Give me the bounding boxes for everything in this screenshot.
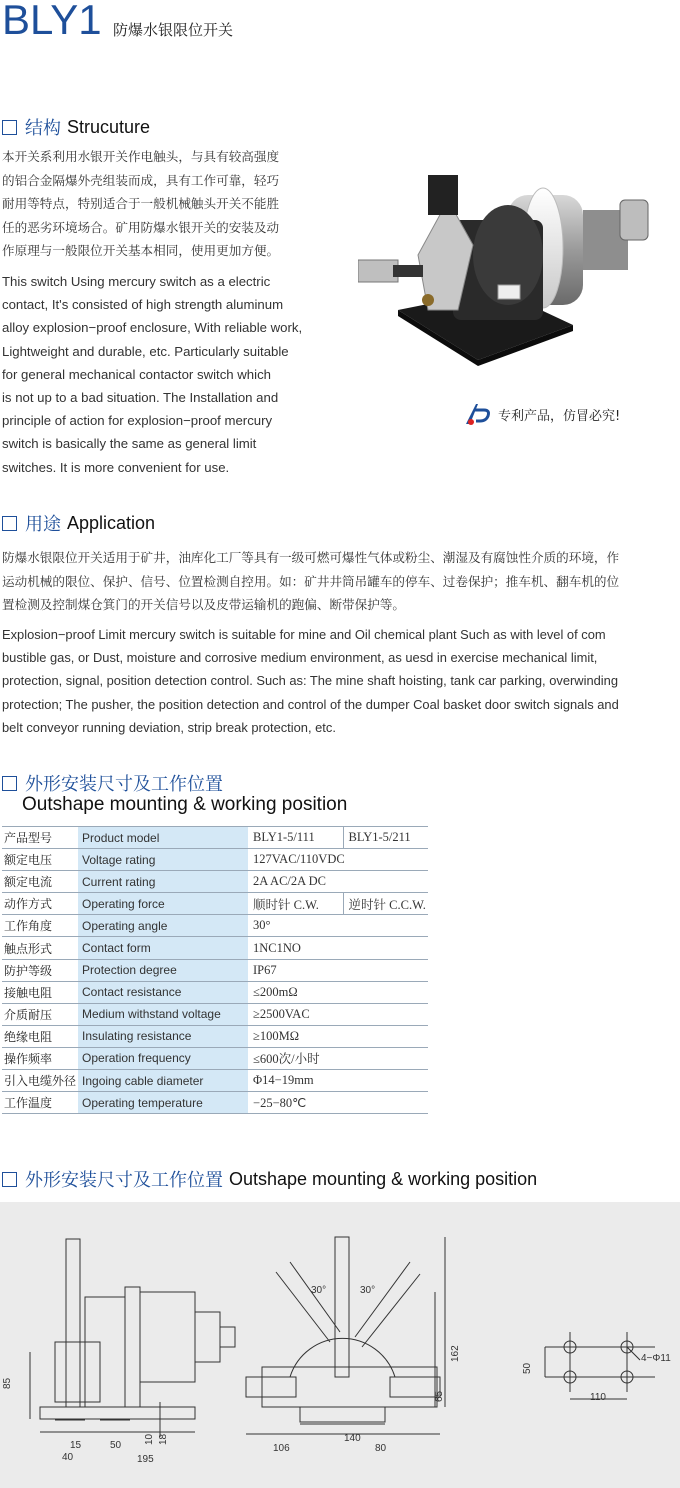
spec-label-en: Insulating resistance — [78, 1025, 248, 1047]
dimension-drawing — [0, 1202, 680, 1488]
specs-heading-cn: 外形安装尺寸及工作位置 — [25, 774, 223, 795]
spec-row — [2, 1047, 428, 1069]
structure-heading-en: Strucuture — [67, 116, 151, 137]
spec-label-cn: 操作频率 — [2, 1047, 78, 1069]
spec-label-en: Operating temperature — [78, 1092, 248, 1114]
text-line: 防爆水银限位开关适用于矿井，油库化工厂等具有一级可燃可爆性气体或粉尘、潮湿及有腐蚀性介质的环境，作 — [2, 550, 620, 565]
text-line: switches. It is more convenient for use. — [2, 459, 230, 475]
spec-value: 30° — [248, 915, 428, 937]
spec-value: 顺时针 C.W. — [248, 893, 343, 915]
spec-row — [2, 827, 428, 849]
angle-30-left: 30° — [311, 1285, 327, 1296]
spec-label-cn: 触点形式 — [2, 937, 78, 959]
spec-value: ≥2500VAC — [248, 1003, 428, 1025]
dim-110: 110 — [590, 1392, 606, 1403]
dim-hole: 4−Φ11 — [641, 1353, 671, 1364]
spec-label-en: Voltage rating — [78, 849, 248, 871]
spec-label-cn: 绝缘电阻 — [2, 1025, 78, 1047]
dim-195: 195 — [137, 1454, 154, 1465]
text-line: contact, It's consisted of high strength aluminum — [2, 297, 284, 313]
spec-label-cn: 产品型号 — [2, 827, 78, 849]
dim-106: 106 — [273, 1443, 290, 1454]
dim-50: 50 — [110, 1440, 122, 1451]
application-text-en — [2, 623, 680, 739]
dim-65: 65 — [434, 1390, 445, 1402]
spec-value: ≤600次/小时 — [248, 1047, 428, 1069]
spec-label-en: Current rating — [78, 871, 248, 893]
text-line: is not up to a bad situation. The Installation and — [2, 390, 279, 406]
application-text-cn — [2, 546, 680, 617]
patent-note-text: 专利产品，仿冒必究! — [498, 408, 621, 424]
spec-label-cn: 引入电缆外径 — [2, 1070, 78, 1092]
text-line: 本开关系利用水银开关作电触头，与具有较高强度 — [2, 149, 280, 164]
spec-label-en: Product model — [78, 827, 248, 849]
spec-label-en: Medium withstand voltage — [78, 1003, 248, 1025]
spec-row — [2, 871, 428, 893]
spec-value-alt: BLY1-5/211 — [343, 827, 428, 849]
spec-label-en: Operating angle — [78, 915, 248, 937]
text-line: This switch Using mercury switch as a electric — [2, 274, 271, 289]
checkbox-square-icon — [2, 1172, 17, 1187]
dimension-drawing-panel — [0, 1202, 680, 1488]
spec-row — [2, 959, 428, 981]
text-line: principle of action for explosion−proof mercury — [2, 413, 273, 429]
spec-label-cn: 工作角度 — [2, 915, 78, 937]
spec-row — [2, 893, 428, 915]
spec-row — [2, 1070, 428, 1092]
drawing-heading-cn: 外形安装尺寸及工作位置 — [25, 1170, 223, 1191]
text-line: protection; The pusher, the position detection and control of the dumper Coal basket door switch signals and — [2, 696, 619, 712]
dim-50b: 50 — [522, 1362, 533, 1374]
spec-row — [2, 981, 428, 1003]
checkbox-square-icon — [2, 516, 17, 531]
spec-value: 2A AC/2A DC — [248, 871, 428, 893]
text-line: 运动机械的限位、保护、信号、位置检测自控用。如：矿井井筒吊罐车的停车、过卷保护；推车机、翻车机的位 — [2, 573, 620, 589]
spec-label-en: Contact resistance — [78, 981, 248, 1003]
dim-15: 15 — [70, 1440, 82, 1451]
dim-10: 10 — [144, 1433, 155, 1445]
spec-label-en: Ingoing cable diameter — [78, 1070, 248, 1092]
spec-label-cn: 额定电压 — [2, 849, 78, 871]
dim-85: 85 — [2, 1377, 13, 1389]
spec-value: 127VAC/110VDC — [248, 849, 428, 871]
spec-value: ≥100MΩ — [248, 1025, 428, 1047]
spec-label-cn: 工作温度 — [2, 1092, 78, 1114]
text-line: 置检测及控制煤仓箕门的开关信号以及皮带运输机的跑偏、断带保护等。 — [2, 597, 405, 612]
application-heading — [2, 510, 155, 536]
spec-label-cn: 动作方式 — [2, 893, 78, 915]
checkbox-square-icon — [2, 776, 17, 791]
model-title: BLY1 — [2, 0, 102, 43]
spec-row — [2, 1003, 428, 1025]
structure-heading — [2, 114, 150, 140]
structure-text-cn — [2, 145, 332, 263]
spec-label-en: Contact form — [78, 937, 248, 959]
front-view — [246, 1237, 445, 1434]
text-line: 作原理与一般限位开关基本相同，使用更加方便。 — [2, 243, 280, 258]
text-line: 耐用等特点，特别适合于一般机械触头开关不能胜 — [2, 196, 280, 211]
spec-table — [2, 826, 428, 1114]
specs-heading — [2, 770, 229, 796]
spec-label-cn: 额定电流 — [2, 871, 78, 893]
mounting-holes-view — [545, 1332, 655, 1399]
spec-value: IP67 — [248, 959, 428, 981]
spec-row — [2, 1092, 428, 1114]
text-line: protection, signal, position detection control. Such as: The mine shaft hoisting, tank car parking, overwinding — [2, 673, 618, 689]
dim-18: 18 — [158, 1433, 169, 1445]
application-heading-en: Application — [67, 512, 156, 533]
patent-logo-icon — [462, 400, 492, 428]
spec-value: BLY1-5/111 — [248, 827, 343, 849]
spec-row — [2, 915, 428, 937]
text-line: alloy explosion−proof enclosure, With reliable work, — [2, 320, 303, 336]
text-line: 任的恶劣环境场合。矿用防爆水银开关的安装及动 — [2, 219, 280, 235]
text-line: switch is basically the same as general limit — [2, 436, 257, 452]
dim-40: 40 — [62, 1452, 74, 1463]
angle-30-right: 30° — [360, 1285, 376, 1296]
text-line: Lightweight and durable, etc. Particularly suitable — [2, 343, 289, 359]
text-line: Explosion−proof Limit mercury switch is suitable for mine and Oil chemical plant Such as with level of com — [2, 627, 606, 642]
structure-heading-cn: 结构 — [25, 118, 61, 139]
drawing-heading-en: Outshape mounting & working position — [229, 1168, 538, 1189]
spec-label-cn: 介质耐压 — [2, 1003, 78, 1025]
drawing-heading — [2, 1166, 537, 1192]
spec-value: −25−80℃ — [248, 1092, 428, 1114]
text-line: bustible gas, or Dust, moisture and corrosive medium environment, as uesd in exercise mechanical limit, — [2, 650, 598, 666]
text-line: for general mechanical contactor switch which — [2, 366, 272, 382]
spec-value-alt: 逆时针 C.C.W. — [343, 893, 428, 915]
model-subtitle: 防爆水银限位开关 — [113, 21, 234, 39]
spec-label-en: Operating force — [78, 893, 248, 915]
spec-value: ≤200mΩ — [248, 981, 428, 1003]
spec-label-cn: 接触电阻 — [2, 981, 78, 1003]
text-line: 的铝合金隔爆外壳组装而成，具有工作可靠，轻巧 — [2, 172, 280, 188]
specs-heading-en: Outshape mounting & working position — [22, 794, 348, 815]
dim-162: 162 — [450, 1345, 461, 1362]
application-heading-cn: 用途 — [25, 514, 61, 535]
patent-note — [462, 400, 620, 428]
spec-value: 1NC1NO — [248, 937, 428, 959]
product-photo — [358, 160, 658, 370]
spec-row — [2, 1025, 428, 1047]
spec-value: Φ14−19mm — [248, 1070, 428, 1092]
spec-row — [2, 849, 428, 871]
text-line: belt conveyor running deviation, strip break protection, etc. — [2, 719, 336, 735]
spec-label-en: Operation frequency — [78, 1047, 248, 1069]
spec-label-cn: 防护等级 — [2, 959, 78, 981]
dim-80: 80 — [375, 1443, 387, 1454]
spec-label-en: Protection degree — [78, 959, 248, 981]
spec-row — [2, 937, 428, 959]
side-view — [30, 1239, 235, 1437]
dim-140: 140 — [344, 1433, 361, 1444]
page-header — [0, 0, 680, 48]
structure-text-en — [2, 270, 337, 479]
checkbox-square-icon — [2, 120, 17, 135]
